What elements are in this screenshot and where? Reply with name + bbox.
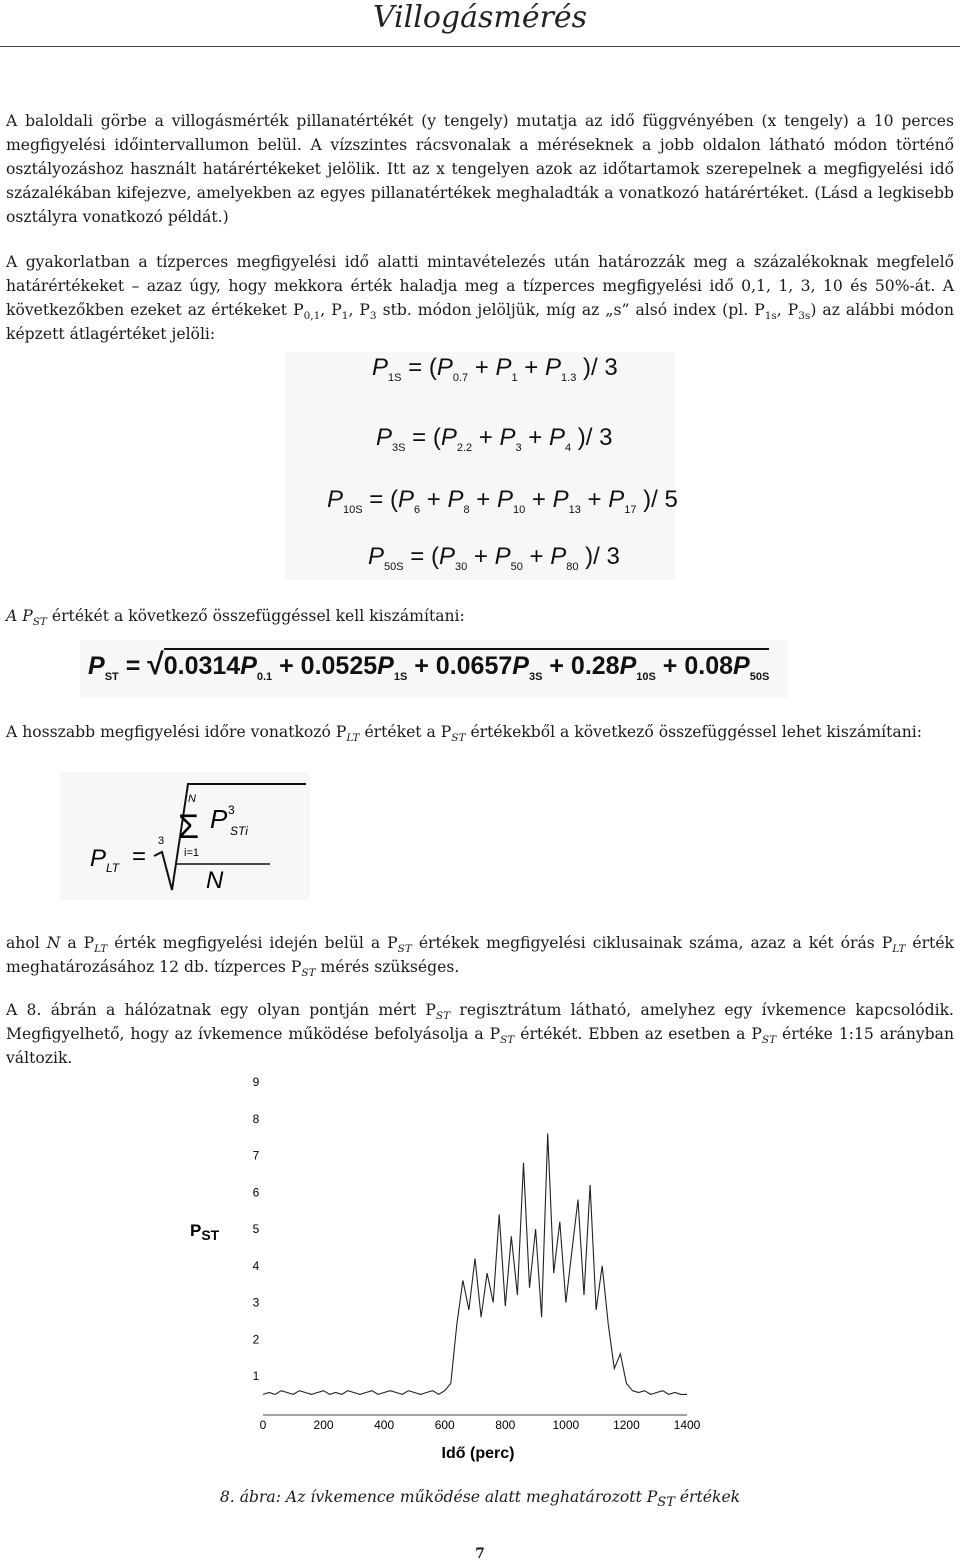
y-tick-label: 3: [252, 1295, 260, 1310]
formula-p1s: $P_{1S} = (P_{0.7} + P_1 + P_{1.3}$ )/ 3: [372, 354, 618, 384]
y-tick-label: 4: [252, 1258, 260, 1273]
y-tick-label: 6: [252, 1185, 260, 1200]
pst-chart: [160, 1070, 720, 1470]
svg-text:i=1: i=1: [184, 847, 199, 859]
svg-text:LT: LT: [106, 861, 120, 875]
paragraph-percentiles: A gyakorlatban a tízperces megfigyelési idő alatti mintavételezés után határozzák meg a százalékoknak megfelelő határértékeket – azaz úgy, hogy mekkora érték haladja meg a tízperces megfigyelési idő 0,1, 1, 3, 10 és 50%-át. A következőkben ezeket az értékeket $P_{0,1}$, $P_1$, $P_3$ stb. módon jelöljük, míg az „s” alsó index (pl. $P_{1s}$, $P_{3s}$) az alábbi módon képzett átlagértéket jelöli:: [6, 253, 955, 343]
x-tick-label: 400: [374, 1418, 395, 1432]
svg-text:3: 3: [158, 835, 165, 847]
figure-caption: 8. ábra: Az ívkemence működése alatt meghatározott $P_{ST}$ értékek: [219, 1488, 741, 1511]
x-tick-label: 1000: [552, 1418, 580, 1432]
formula-plt: [60, 772, 310, 900]
paragraph-plt-explanation: ahol N a $P_{LT}$ érték megfigyelési idején belül a $P_{ST}$ értékek megfigyelési ciklusainak száma, azaz a két órás $P_{LT}$ érték meghatározásához 12 db. tízperces $P_{ST}$ mérés szükséges.: [6, 934, 955, 980]
paragraph-pst-intro: A $P_{ST}$ értékét a következő összefüggéssel kell kiszámítani:: [6, 607, 465, 629]
svg-text:N: N: [206, 867, 224, 894]
y-tick-label: 7: [252, 1148, 260, 1163]
svg-text:STi: STi: [230, 824, 248, 838]
title-divider: [0, 46, 960, 47]
y-tick-label: 2: [252, 1332, 260, 1347]
x-tick-label: 1400: [673, 1418, 701, 1432]
svg-text:=: =: [132, 843, 147, 870]
y-axis-label: $P_{ST}$: [190, 1221, 220, 1243]
y-tick-label: 8: [252, 1111, 260, 1126]
pst-series-line: [263, 1134, 687, 1395]
paragraph-plt-intro: A hosszabb megfigyelési időre vonatkozó $P_{LT}$ értéket a $P_{ST}$ értékekből a következő összefüggéssel lehet kiszámítani:: [6, 723, 922, 745]
page-title: Villogásmérés: [372, 0, 588, 35]
x-tick-label: 1200: [613, 1418, 640, 1432]
y-tick-labels: [253, 1075, 260, 1383]
svg-text:P: P: [90, 845, 107, 872]
x-tick-label: 600: [434, 1418, 455, 1432]
paragraph-intro: A baloldali görbe a villogásmérték pillanatértékét (y tengely) mutatja az idő függvényében (x tengely) a 10 perces megfigyelési időintervallumon belül. A vízszintes rácsvonalak a méréseknek a jobb oldalon látható módon történő osztályozáshoz használt határértékeket jelölik. Itt az x tengelyen azok az időtartamok szerepelnek a megfigyelési idő százalékában kifejezve, amelyekben az egyes pillanatértékek meghaladták a vonatkozó határértéket. (Lásd a legkisebb osztályra vonatkozó példát.): [6, 112, 954, 226]
x-axis-label: Idő (perc): [441, 1445, 515, 1462]
x-tick-labels: [260, 1418, 701, 1432]
page-number: 7: [475, 1546, 485, 1562]
y-tick-label: 9: [252, 1075, 260, 1089]
x-tick-label: 200: [313, 1418, 334, 1432]
formula-p3s: $P_{3S} = (P_{2.2} + P_3 + P_4$ )/ 3: [376, 424, 613, 454]
paragraph-figure-intro: A 8. ábrán a hálózatnak egy olyan pontján mért $P_{ST}$ regisztrátum látható, amelyhez egy ívkemence kapcsolódik. Megfigyelhető, hogy az ívkemence működése befolyásolja a $P_{ST}$ értékét. Ebben az esetben a $P_{ST}$ értéke 1:15 arányban változik.: [6, 1001, 954, 1067]
y-tick-label: 1: [252, 1369, 260, 1383]
x-tick-label: 800: [495, 1418, 516, 1432]
x-tick-label: 0: [259, 1418, 267, 1432]
svg-text:P: P: [210, 804, 228, 834]
formula-pst: $P_{ST} = √0.0314P_{0.1} + 0.0525P_{1S} + 0.0657P_{3S} + 0.28P_{10S} + 0.08P_{50S}$: [88, 648, 770, 683]
svg-text:N: N: [188, 793, 196, 805]
formula-p50s: $P_{50S} = (P_{30} + P_{50} + P_{80}$ )/ 3: [368, 543, 620, 573]
svg-text:Σ: Σ: [178, 808, 200, 846]
formula-p10s: $P_{10S} = (P_6 + P_8 + P_{10} + P_{13} + P_{17}$ )/ 5: [327, 486, 678, 516]
svg-text:3: 3: [228, 803, 235, 817]
y-tick-label: 5: [252, 1222, 260, 1236]
